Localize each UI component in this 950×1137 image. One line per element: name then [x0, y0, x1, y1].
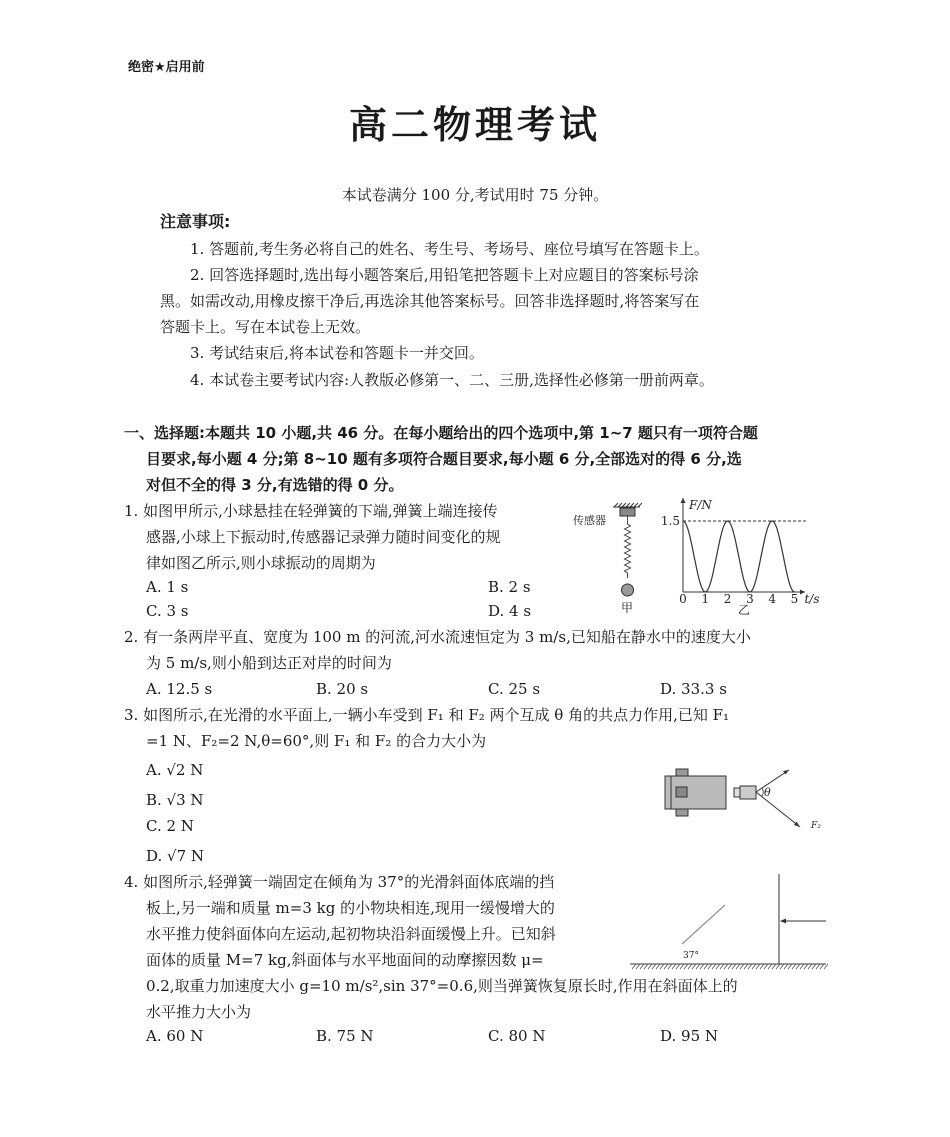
x-tick-label: 5 [790, 592, 799, 606]
note-line: 3. 考试结束后,将本试卷和答题卡一并交回。 [190, 344, 484, 362]
option-a: A. 1 s [146, 578, 189, 596]
incline-face [682, 905, 725, 944]
option-b: B. 20 s [316, 680, 369, 698]
question-text: 4. 如图所示,轻弹簧一端固定在倾角为 37°的光滑斜面体底端的挡 [124, 873, 555, 891]
x-tick-label: 2 [723, 592, 732, 606]
option-d: D. 95 N [660, 1027, 719, 1045]
option-d: D. √7 N [146, 847, 205, 865]
option-b: B. √3 N [146, 791, 204, 809]
notes-heading: 注意事项: [160, 212, 231, 231]
question-text: 感器,小球上下振动时,传感器记录弹力随时间变化的规 [146, 528, 501, 546]
option-d: D. 33.3 s [660, 680, 727, 698]
question-text: =1 N、F₂=2 N,θ=60°,则 F₁ 和 F₂ 的合力大小为 [146, 732, 487, 750]
question-text: 3. 如图所示,在光滑的水平面上,一辆小车受到 F₁ 和 F₂ 两个互成 θ 角的共点力作用,已知 F₁ [124, 706, 730, 724]
option-a: A. √2 N [146, 761, 204, 779]
section-heading: 对但不全的得 3 分,有选错的得 0 分。 [146, 476, 404, 494]
angle-label: 37° [683, 951, 699, 961]
question-text: 1. 如图甲所示,小球悬挂在轻弹簧的下端,弹簧上端连接传 [124, 502, 498, 520]
angle-label: θ [764, 786, 771, 799]
force-label: F₂ [811, 821, 821, 831]
question-text: 律如图乙所示,则小球振动的周期为 [146, 554, 376, 572]
push-arrow-icon [780, 919, 786, 924]
question-text: 面体的质量 M=7 kg,斜面体与水平地面间的动摩擦因数 μ= [146, 951, 544, 969]
option-c: C. 2 N [146, 817, 194, 835]
option-c: C. 80 N [488, 1027, 546, 1045]
question-text: 水平推力大小为 [146, 1003, 252, 1021]
option-d: D. 4 s [488, 602, 532, 620]
x-tick-label: 3 [746, 592, 754, 606]
note-line: 2. 回答选择题时,选出每小题答案后,用铅笔把答题卡上对应题目的答案标号涂 [190, 266, 699, 284]
page-title: 高二物理考试 [348, 103, 601, 147]
note-line: 答题卡上。写在本试卷上无效。 [160, 318, 371, 336]
question-text: 为 5 m/s,则小船到达正对岸的时间为 [146, 654, 392, 672]
x-tick-label: 1 [701, 592, 710, 606]
x-tick-label: 4 [768, 592, 777, 606]
exam-subtitle: 本试卷满分 100 分,考试用时 75 分钟。 [341, 186, 609, 204]
section-heading: 一、选择题:本题共 10 小题,共 46 分。在每小题给出的四个选项中,第 1~7 题只有一项符合题 [124, 424, 758, 442]
option-b: B. 75 N [316, 1027, 374, 1045]
sensor-label: 传感器 [573, 514, 606, 527]
option-c: C. 25 s [488, 680, 541, 698]
option-c: C. 3 s [146, 602, 189, 620]
figure-b-label: 乙 [737, 603, 751, 617]
note-line: 4. 本试卷主要考试内容:人教版必修第一、二、三册,选择性必修第一册前两章。 [190, 371, 714, 389]
question-text: 水平推力使斜面体向左运动,起初物块沿斜面缓慢上升。已知斜 [146, 925, 556, 943]
note-line: 黑。如需改动,用橡皮擦干净后,再选涂其他答案标号。回答非选择题时,将答案写在 [160, 292, 700, 310]
question-text: 0.2,取重力加速度大小 g=10 m/s²,sin 37°=0.6,则当弹簧恢复原长时,作用在斜面体上的 [146, 977, 738, 995]
ground-hatch [632, 964, 828, 969]
y-tick-label: 1.5 [660, 514, 680, 528]
option-a: A. 60 N [146, 1027, 204, 1045]
note-line: 1. 答题前,考生务必将自己的姓名、考生号、考场号、座位号填写在答题卡上。 [190, 240, 709, 258]
y-axis-label: F/N [689, 498, 712, 512]
secret-label: 绝密★启用前 [128, 60, 205, 75]
x-axis-label: t/s [804, 592, 820, 606]
option-a: A. 12.5 s [146, 680, 213, 698]
question-text: 2. 有一条两岸平直、宽度为 100 m 的河流,河水流速恒定为 3 m/s,已知船在静水中的速度大小 [124, 628, 751, 646]
option-b: B. 2 s [488, 578, 531, 596]
question-text: 板上,另一端和质量 m=3 kg 的小物块相连,现用一缓慢增大的 [146, 899, 555, 917]
figure-a-label: 甲 [620, 601, 634, 615]
section-heading: 目要求,每小题 4 分;第 8~10 题有多项符合题目要求,每小题 6 分,全部选对的得 6 分,选 [146, 450, 742, 468]
x-tick-label: 0 [679, 592, 687, 606]
